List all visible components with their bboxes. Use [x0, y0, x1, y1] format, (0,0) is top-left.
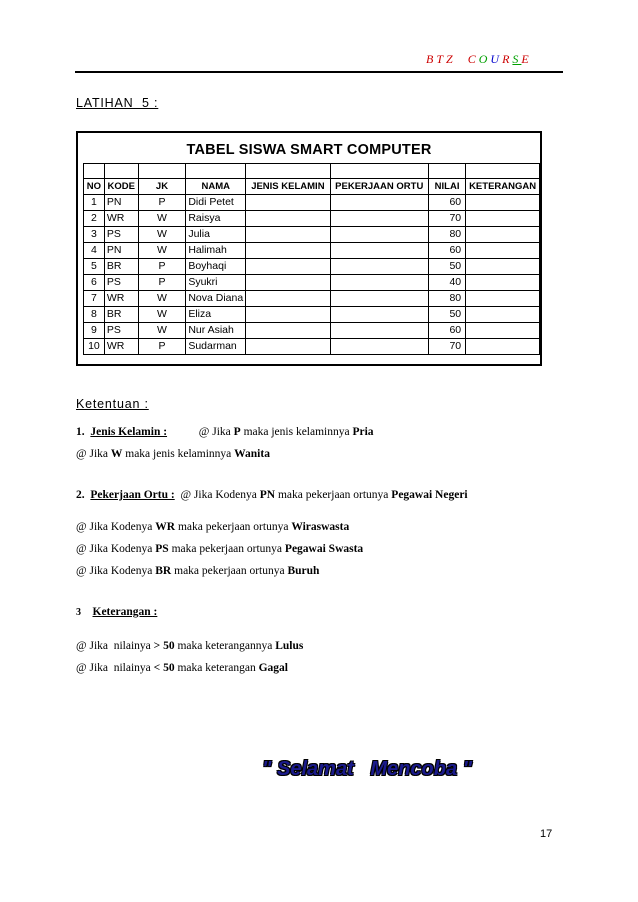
- table-cell: [466, 275, 540, 291]
- rule-2b-prefix: @ Jika Kodenya: [76, 521, 156, 533]
- column-header: JENIS KELAMIN: [246, 179, 330, 195]
- rule-3-label: Keterangan :: [92, 606, 158, 618]
- table-cell: [466, 243, 540, 259]
- rule-2d-middle: maka pekerjaan ortunya: [171, 565, 288, 577]
- table-cell: [246, 323, 330, 339]
- rules-title: Ketentuan :: [76, 397, 149, 411]
- student-table: [83, 163, 540, 355]
- table-cell: [246, 291, 330, 307]
- table-cell: [246, 275, 330, 291]
- rule-1a-code: P: [233, 426, 241, 438]
- table-body: [84, 195, 540, 355]
- rule-3-heading: [76, 606, 157, 618]
- table-cell: P: [138, 195, 186, 211]
- page-number: 17: [540, 828, 553, 840]
- table-cell: Nova Diana: [186, 291, 246, 307]
- table-row: [84, 323, 540, 339]
- table-cell: [246, 211, 330, 227]
- table-row: [84, 195, 540, 211]
- table-cell: WR: [104, 211, 138, 227]
- table-cell: [330, 339, 428, 355]
- rule-1a-value: Pria: [352, 426, 374, 438]
- rule-3a-middle: maka keterangannya: [174, 640, 276, 652]
- table-cell: Halimah: [186, 243, 246, 259]
- rule-1-line-a: [76, 426, 374, 438]
- table-cell: 6: [84, 275, 105, 291]
- table-cell: 2: [84, 211, 105, 227]
- table-cell: [466, 291, 540, 307]
- rule-2d-value: Buruh: [287, 565, 320, 577]
- table-cell: Sudarman: [186, 339, 246, 355]
- rule-1b-middle: maka jenis kelaminnya: [122, 448, 235, 460]
- table-cell: W: [138, 307, 186, 323]
- rule-2-line-a: [76, 489, 468, 501]
- table-cell: 60: [428, 243, 465, 259]
- rule-1a-prefix: @ Jika: [198, 426, 234, 438]
- rule-2b-code: WR: [155, 521, 176, 533]
- rule-1a-middle: maka jenis kelaminnya: [240, 426, 353, 438]
- table-title: TABEL SISWA SMART COMPUTER: [186, 142, 432, 158]
- table-cell: Boyhaqi: [186, 259, 246, 275]
- table-cell: 8: [84, 307, 105, 323]
- table-cell: Nur Asiah: [186, 323, 246, 339]
- column-header: NAMA: [186, 179, 246, 195]
- table-cell: BR: [104, 307, 138, 323]
- rule-2c-value: Pegawai Swasta: [284, 543, 364, 555]
- table-cell: [330, 195, 428, 211]
- table-header-row: [84, 179, 540, 195]
- student-table-frame: [76, 131, 542, 366]
- table-cell: [330, 211, 428, 227]
- table-cell: [466, 259, 540, 275]
- table-cell: [466, 195, 540, 211]
- table-row: [84, 259, 540, 275]
- table-cell: Julia: [186, 227, 246, 243]
- table-cell: 5: [84, 259, 105, 275]
- header-letter: B: [426, 52, 437, 66]
- rule-2d-code: BR: [155, 565, 172, 577]
- rule-2c-code: PS: [155, 543, 169, 555]
- exercise-title: LATIHAN 5 :: [76, 96, 159, 110]
- table-cell: [466, 211, 540, 227]
- table-cell: [246, 307, 330, 323]
- table-cell: 10: [84, 339, 105, 355]
- table-cell: PS: [104, 227, 138, 243]
- rule-2a-value: Pegawai Negeri: [391, 489, 468, 501]
- table-cell: [330, 275, 428, 291]
- rule-2d-prefix: @ Jika Kodenya: [76, 565, 156, 577]
- table-cell: 3: [84, 227, 105, 243]
- table-cell: 60: [428, 195, 465, 211]
- rule-1b-value: Wanita: [234, 448, 270, 460]
- header-letter: T: [436, 52, 447, 66]
- table-cell: 70: [428, 339, 465, 355]
- header-letter: R: [502, 52, 513, 66]
- table-cell: [330, 291, 428, 307]
- table-cell: 50: [428, 307, 465, 323]
- table-cell: [330, 243, 428, 259]
- table-row: [84, 291, 540, 307]
- table-cell: W: [138, 323, 186, 339]
- table-cell: [246, 259, 330, 275]
- table-cell: [330, 307, 428, 323]
- rule-3a-prefix: @ Jika nilainya: [76, 640, 154, 652]
- rule-3-line-b: [76, 662, 288, 674]
- rule-1-line-b: [76, 448, 270, 460]
- table-cell: [246, 195, 330, 211]
- rule-2a-code: PN: [259, 489, 276, 501]
- table-cell: 70: [428, 211, 465, 227]
- table-cell: W: [138, 243, 186, 259]
- table-cell: PN: [104, 243, 138, 259]
- table-cell: 4: [84, 243, 105, 259]
- rule-2c-prefix: @ Jika Kodenya: [76, 543, 156, 555]
- table-cell: [466, 339, 540, 355]
- rule-3a-code: > 50: [153, 640, 175, 652]
- table-cell: [466, 307, 540, 323]
- table-cell: Didi Petet: [186, 195, 246, 211]
- table-cell: 60: [428, 323, 465, 339]
- table-cell: 7: [84, 291, 105, 307]
- table-cell: PN: [104, 195, 138, 211]
- rule-3b-prefix: @ Jika nilainya: [76, 662, 154, 674]
- table-cell: [246, 339, 330, 355]
- table-cell: W: [138, 227, 186, 243]
- table-cell: [330, 227, 428, 243]
- table-cell: 40: [428, 275, 465, 291]
- table-cell: [330, 259, 428, 275]
- rule-3b-middle: maka keterangan: [174, 662, 259, 674]
- table-cell: 80: [428, 227, 465, 243]
- rule-2-line-c: [76, 543, 363, 555]
- column-header: NO: [84, 179, 105, 195]
- rule-2b-value: Wiraswasta: [291, 521, 350, 533]
- rule-3b-code: < 50: [153, 662, 175, 674]
- column-header: NILAI: [428, 179, 465, 195]
- rule-1-number: 1.: [76, 426, 85, 438]
- rule-1-label: Jenis Kelamin :: [90, 426, 168, 438]
- table-row: [84, 211, 540, 227]
- table-cell: 9: [84, 323, 105, 339]
- table-cell: P: [138, 259, 186, 275]
- table-cell: [246, 227, 330, 243]
- rule-3b-value: Gagal: [258, 662, 288, 674]
- header-brand: [426, 52, 532, 67]
- rule-2-number: 2.: [76, 489, 85, 501]
- table-cell: 1: [84, 195, 105, 211]
- header-letter: U: [490, 52, 503, 66]
- header-letter: E: [521, 52, 532, 66]
- header-letter: [456, 52, 468, 67]
- table-cell: WR: [104, 339, 138, 355]
- table-row: [84, 243, 540, 259]
- table-spacer-row: [84, 164, 540, 179]
- rule-2-label: Pekerjaan Ortu :: [90, 489, 175, 501]
- rule-2a-middle: maka pekerjaan ortunya: [275, 489, 392, 501]
- table-cell: [466, 227, 540, 243]
- table-cell: 50: [428, 259, 465, 275]
- table-cell: BR: [104, 259, 138, 275]
- table-cell: Syukri: [186, 275, 246, 291]
- rule-2-line-d: [76, 565, 319, 577]
- rule-3-line-a: [76, 640, 303, 652]
- table-cell: PS: [104, 323, 138, 339]
- column-header: JK: [138, 179, 186, 195]
- table-cell: PS: [104, 275, 138, 291]
- header-letter: Z: [446, 52, 456, 66]
- slogan-text: " Selamat Mencoba ": [262, 758, 473, 780]
- table-row: [84, 339, 540, 355]
- rule-3-number: 3: [76, 607, 81, 618]
- table-cell: 80: [428, 291, 465, 307]
- table-cell: [466, 323, 540, 339]
- rule-2c-middle: maka pekerjaan ortunya: [168, 543, 285, 555]
- rule-3a-value: Lulus: [275, 640, 304, 652]
- rule-1b-prefix: @ Jika: [76, 448, 111, 460]
- rule-2a-prefix: @ Jika Kodenya: [180, 489, 260, 501]
- table-cell: P: [138, 339, 186, 355]
- rule-2b-middle: maka pekerjaan ortunya: [175, 521, 292, 533]
- table-cell: [330, 323, 428, 339]
- header-letter: S: [512, 52, 522, 66]
- rule-2-line-b: [76, 521, 349, 533]
- table-cell: Raisya: [186, 211, 246, 227]
- table-cell: P: [138, 275, 186, 291]
- table-row: [84, 307, 540, 323]
- column-header: PEKERJAAN ORTU: [330, 179, 428, 195]
- table-cell: W: [138, 291, 186, 307]
- rule-1b-code: W: [110, 448, 123, 460]
- column-header: KETERANGAN: [466, 179, 540, 195]
- table-row: [84, 227, 540, 243]
- header-letter: O: [478, 52, 491, 66]
- table-cell: Eliza: [186, 307, 246, 323]
- column-header: KODE: [104, 179, 138, 195]
- table-cell: WR: [104, 291, 138, 307]
- header-letter: C: [467, 52, 479, 66]
- table-cell: W: [138, 211, 186, 227]
- table-row: [84, 275, 540, 291]
- table-cell: [246, 243, 330, 259]
- header-rule: [75, 71, 563, 73]
